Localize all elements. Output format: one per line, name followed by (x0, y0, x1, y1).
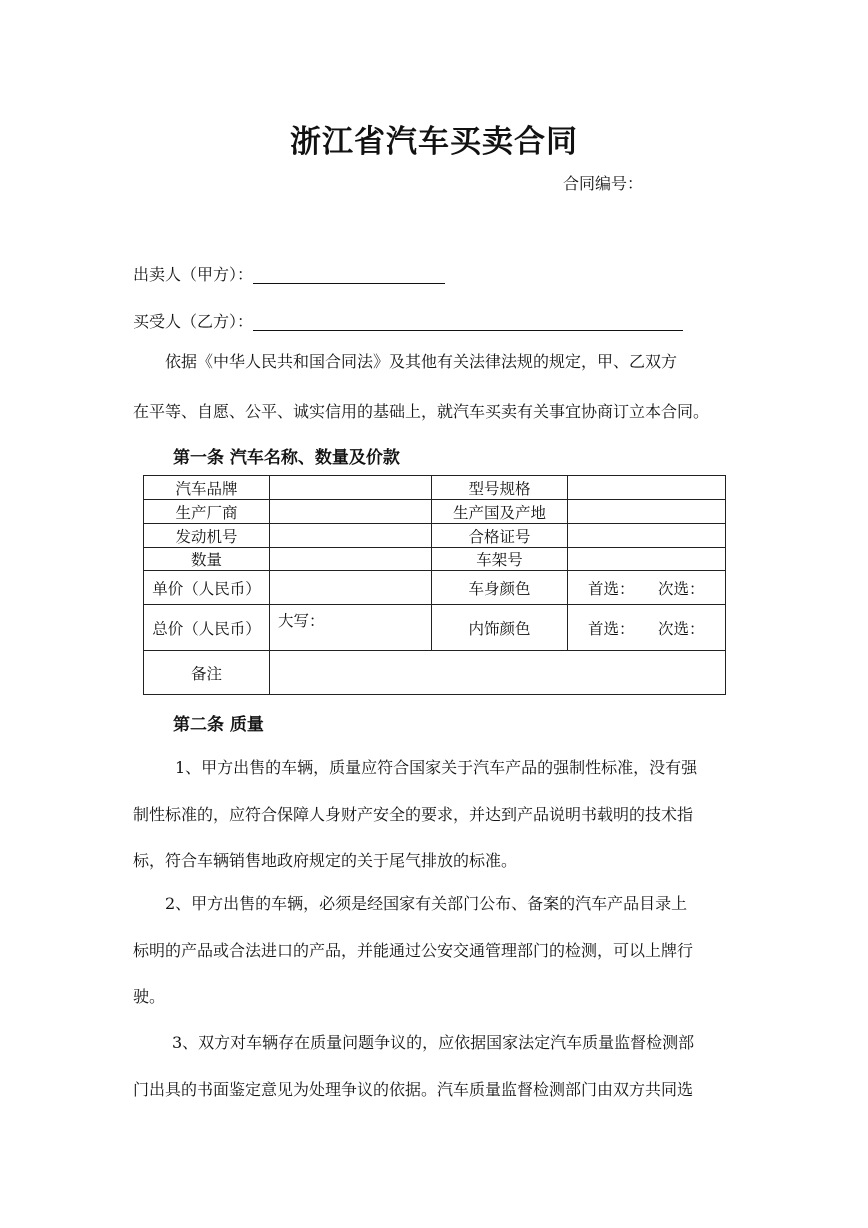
model-label: 型号规格 (432, 476, 568, 500)
unit-price-label: 单价（人民币） (144, 571, 270, 605)
table-row (144, 500, 726, 524)
seller-blank[interactable] (253, 265, 445, 284)
certificate-no-label: 合格证号 (432, 524, 568, 548)
interior-color-second-choice: 次选： (658, 619, 705, 638)
manufacturer-value[interactable] (270, 500, 432, 524)
document-title: 浙江省汽车买卖合同 (290, 124, 578, 160)
buyer-blank[interactable] (253, 312, 683, 331)
uppercase-amount-label: 大写： (278, 612, 325, 630)
quality-p1-line-3: 标，符合车辆销售地政府规定的关于尾气排放的标准。 (133, 851, 518, 870)
certificate-no-value[interactable] (568, 524, 726, 548)
interior-color-value[interactable] (568, 605, 726, 651)
quality-p1-line-1: 1、甲方出售的车辆，质量应符合国家关于汽车产品的强制性标准，没有强 (175, 758, 698, 777)
brand-label: 汽车品牌 (144, 476, 270, 500)
manufacturer-label: 生产厂商 (144, 500, 270, 524)
vin-label: 车架号 (432, 548, 568, 571)
vin-value[interactable] (568, 548, 726, 571)
table-row (144, 651, 726, 695)
seller-field (133, 262, 445, 285)
origin-label: 生产国及产地 (432, 500, 568, 524)
quality-p3-line-1: 3、双方对车辆存在质量问题争议的，应依据国家法定汽车质量监督检测部 (172, 1033, 695, 1052)
total-price-label: 总价（人民币） (144, 605, 270, 651)
engine-no-value[interactable] (270, 524, 432, 548)
quality-p2-line-3: 驶。 (133, 987, 166, 1006)
table-row (144, 571, 726, 605)
buyer-field (133, 309, 683, 332)
seller-label: 出卖人（甲方）： (133, 265, 254, 284)
body-color-second-choice: 次选： (658, 579, 705, 598)
body-color-value[interactable] (568, 571, 726, 605)
intro-line-2: 在平等、自愿、公平、诚实信用的基础上，就汽车买卖有关事宜协商订立本合同。 (133, 402, 710, 421)
interior-color-first-choice: 首选： (588, 619, 635, 638)
quantity-value[interactable] (270, 548, 432, 571)
remarks-label: 备注 (144, 651, 270, 695)
total-price-value[interactable] (270, 605, 432, 651)
table-row (144, 605, 726, 651)
origin-value[interactable] (568, 500, 726, 524)
body-color-first-choice: 首选： (588, 579, 635, 598)
section-1-heading: 第一条 汽车名称、数量及价款 (173, 448, 400, 468)
section-2-heading: 第二条 质量 (173, 715, 264, 735)
quantity-label: 数量 (144, 548, 270, 571)
unit-price-value[interactable] (270, 571, 432, 605)
table-row (144, 476, 726, 500)
quality-p3-line-2: 门出具的书面鉴定意见为处理争议的依据。汽车质量监督检测部门由双方共同选 (133, 1080, 694, 1099)
engine-no-label: 发动机号 (144, 524, 270, 548)
quality-p2-line-2: 标明的产品或合法进口的产品，并能通过公安交通管理部门的检测，可以上牌行 (133, 941, 694, 960)
table-row (144, 524, 726, 548)
brand-value[interactable] (270, 476, 432, 500)
model-value[interactable] (568, 476, 726, 500)
remarks-value[interactable] (270, 651, 726, 695)
interior-color-label: 内饰颜色 (432, 605, 568, 651)
buyer-label: 买受人（乙方）： (133, 312, 254, 331)
vehicle-spec-table (143, 475, 726, 695)
quality-p1-line-2: 制性标准的，应符合保障人身财产安全的要求，并达到产品说明书载明的技术指 (133, 805, 694, 824)
body-color-label: 车身颜色 (432, 571, 568, 605)
table-row (144, 548, 726, 571)
intro-line-1: 依据《中华人民共和国合同法》及其他有关法律法规的规定，甲、乙双方 (165, 352, 678, 371)
quality-p2-line-1: 2、甲方出售的车辆，必须是经国家有关部门公布、备案的汽车产品目录上 (165, 894, 688, 913)
contract-number-label: 合同编号： (563, 174, 644, 193)
